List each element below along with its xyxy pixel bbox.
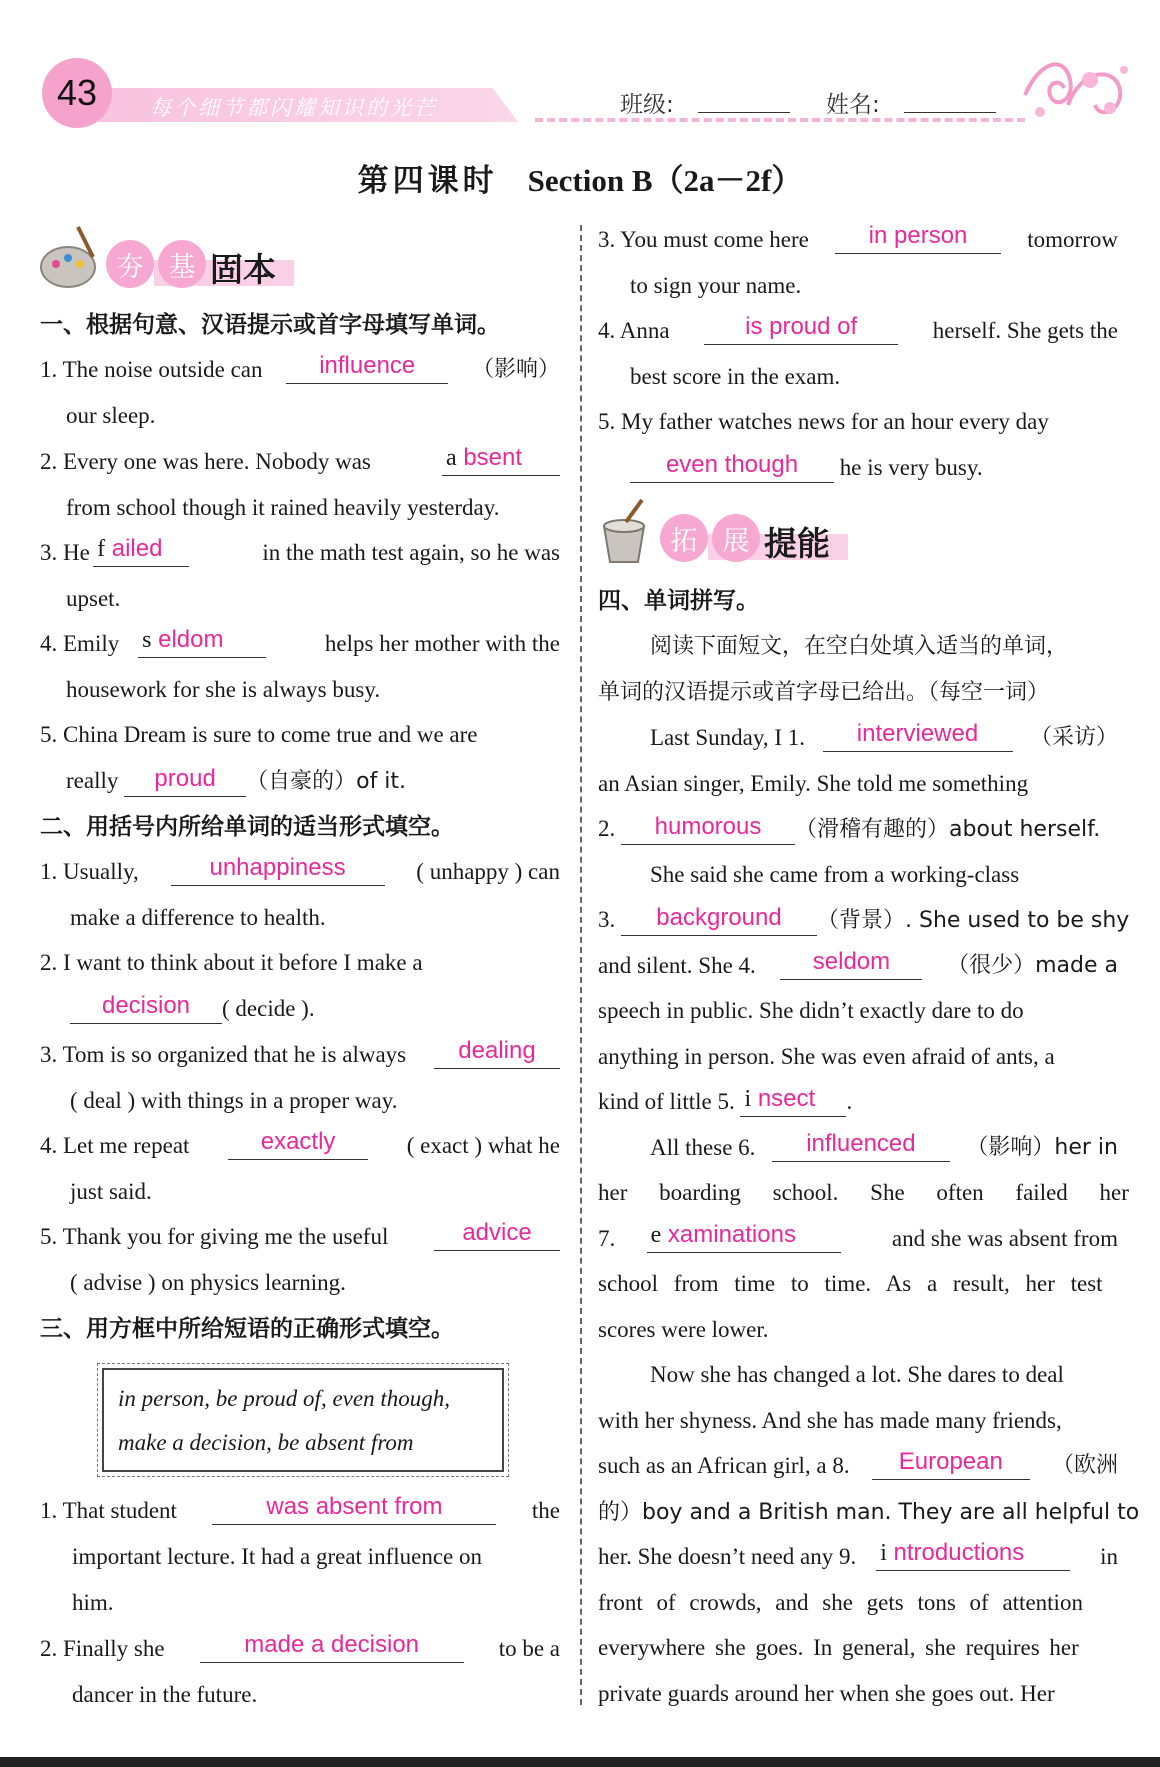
passage-line-13 xyxy=(598,1269,1118,1299)
p1-q2 xyxy=(40,444,560,477)
part4-intro-2: 单词的汉语提示或首字母已给出。（每空一词） xyxy=(598,680,1050,705)
p2-q5 xyxy=(40,1219,560,1252)
p2-q4-cont: just said. xyxy=(70,1179,152,1204)
p2-q1 xyxy=(40,854,560,887)
passage-line-3 xyxy=(598,814,1100,845)
passage-l20: front of crowds, and she gets tons of attention xyxy=(598,1590,1083,1615)
p3-q1-text: 1. That student xyxy=(40,1498,177,1523)
passage-line-7 xyxy=(598,996,1118,1026)
p2-q5-blank[interactable] xyxy=(434,1219,560,1251)
bottom-bar xyxy=(0,1757,1160,1767)
p1-q4-cont: housework for she is always busy. xyxy=(66,677,381,702)
p1-q5-hint: （自豪的）of it. xyxy=(246,769,407,794)
p2-q1-cont: make a difference to health. xyxy=(70,905,326,930)
passage-l15: Now she has changed a lot. She dares to deal xyxy=(650,1362,1064,1387)
p2-q3-text: 3. Tom is so organized that he is always xyxy=(40,1042,407,1067)
passage-l17a: such as an African girl, a 8. xyxy=(598,1453,850,1478)
header-dash-line xyxy=(535,118,1025,122)
passage-line-20 xyxy=(598,1588,1118,1618)
r-q5 xyxy=(598,407,1118,437)
p1-q5-answer: proud xyxy=(154,765,216,792)
passage-line-2 xyxy=(598,769,1118,799)
passage-l17b: （欧洲 xyxy=(1051,1453,1118,1478)
passage-line-21 xyxy=(598,1633,1118,1663)
p1-q2-cont: from school though it rained heavily yesterday. xyxy=(66,495,500,520)
passage-l2: an Asian singer, Emily. She told me something xyxy=(598,771,1029,796)
p3-q2-text: 2. Finally she xyxy=(40,1636,165,1661)
p2-q1-blank[interactable] xyxy=(171,854,385,886)
p2-q2-blank[interactable] xyxy=(70,992,222,1024)
r-q4-answer: is proud of xyxy=(745,313,858,340)
passage-l5b: （背景）. She used to be shy xyxy=(817,908,1130,933)
p3-q2-cont: dancer in the future. xyxy=(72,1682,258,1707)
passage-l13: school from time to time. As a result, her test xyxy=(598,1271,1103,1296)
r-q4-cont: best score in the exam. xyxy=(630,364,841,389)
answer-9 xyxy=(880,1538,1024,1568)
p2-q2-answer: decision xyxy=(101,992,191,1019)
blank-3[interactable] xyxy=(621,904,817,936)
answer-5 xyxy=(744,1084,815,1114)
blank-1[interactable] xyxy=(823,720,1013,752)
p3-q1-cont-text: important lecture. It had a great influence on xyxy=(72,1544,482,1569)
banner-right-char-1: 拓 xyxy=(660,514,708,562)
p1-q2-prefix: a xyxy=(446,445,457,471)
banner-title: 固本 xyxy=(210,250,276,289)
blank-4[interactable] xyxy=(780,948,922,980)
answer-6: influenced xyxy=(806,1130,916,1157)
r-q3 xyxy=(598,222,1118,255)
passage-l9a: kind of little 5. xyxy=(598,1089,735,1114)
passage-l1b: （采访） xyxy=(1029,725,1118,750)
passage-line-12 xyxy=(598,1221,1118,1254)
p1-q5-text2: really xyxy=(66,768,119,793)
p2-q4-text: 4. Let me repeat xyxy=(40,1133,190,1158)
p2-q5-text: 5. Thank you for giving me the useful xyxy=(40,1224,389,1249)
r-q5-blank[interactable] xyxy=(630,451,834,483)
p2-q2-cont xyxy=(70,994,315,1024)
p2-q3-cont: ( deal ) with things in a proper way. xyxy=(70,1088,398,1113)
p2-q3-answer: dealing xyxy=(458,1037,536,1064)
r-q3-blank[interactable] xyxy=(835,222,1001,254)
p3-q1-cont2: him. xyxy=(72,1590,114,1615)
p1-q5 xyxy=(40,720,560,750)
r-q3-text2: tomorrow xyxy=(1027,227,1118,252)
p1-q1-hint: （影响） xyxy=(471,357,560,382)
p1-q1-blank[interactable] xyxy=(286,352,448,384)
passage-line-19 xyxy=(598,1539,1118,1572)
passage-l6b: （很少）made a xyxy=(947,953,1118,978)
answer-2: humorous xyxy=(654,813,762,840)
p2-q5-answer: advice xyxy=(462,1219,532,1246)
class-label: 班级: xyxy=(620,92,674,118)
p3-q1-cont xyxy=(72,1542,560,1572)
p1-q3-prefix: f xyxy=(97,536,106,562)
banner-right-title: 提能 xyxy=(764,524,830,563)
p1-q2-answer-text: bsent xyxy=(463,444,523,471)
passage-l12a: 7. xyxy=(598,1226,616,1251)
p3-q2 xyxy=(40,1631,560,1664)
p1-q3-answer xyxy=(97,534,162,564)
p2-q1-hint: ( unhappy ) can xyxy=(416,859,560,884)
phrase-box-line-2: make a decision, be absent from xyxy=(118,1430,414,1455)
passage-line-8 xyxy=(598,1042,1118,1072)
p3-q2-answer: made a decision xyxy=(244,1631,420,1658)
passage-l19b: in xyxy=(1100,1544,1118,1569)
r-q5-text: 5. My father watches news for an hour every day xyxy=(598,409,1049,434)
passage-l8: anything in person. She was even afraid of ants, a xyxy=(598,1044,1055,1069)
p1-q4 xyxy=(40,626,560,659)
answer-3: background xyxy=(656,904,782,931)
passage-l3b: （滑稽有趣的）about herself. xyxy=(795,817,1101,842)
p1-q4-blank[interactable] xyxy=(138,626,266,658)
p2-q2 xyxy=(40,948,560,978)
p1-q1 xyxy=(40,352,560,385)
p2-q2-hint: ( decide ). xyxy=(222,996,315,1021)
answer-7 xyxy=(651,1220,796,1250)
answer-8: European xyxy=(898,1448,1003,1475)
p1-q2-blank[interactable] xyxy=(442,444,560,476)
p1-q5-text: 5. China Dream is sure to come true and we are xyxy=(40,722,478,747)
blank-9[interactable] xyxy=(876,1539,1070,1571)
blank-6[interactable] xyxy=(772,1130,950,1162)
passage-line-6 xyxy=(598,948,1118,981)
p1-q5-cont xyxy=(66,766,406,797)
palette-icon xyxy=(38,222,102,292)
passage-line-22 xyxy=(598,1679,1118,1709)
p1-q3-text2: in the math test again, so he was xyxy=(262,540,560,565)
passage-line-11 xyxy=(598,1178,1129,1208)
passage-l1a: Last Sunday, I 1. xyxy=(650,725,806,750)
p1-q3-answer-text: ailed xyxy=(111,535,163,562)
r-q4-text2: herself. She gets the xyxy=(932,318,1118,343)
r-q3-answer: in person xyxy=(868,222,968,249)
passage-l10a: All these 6. xyxy=(650,1135,756,1160)
p2-q4 xyxy=(40,1128,560,1161)
blank-2[interactable] xyxy=(621,813,795,845)
p2-q1-text: 1. Usually, xyxy=(40,859,139,884)
slogan: 每个细节都闪耀知识的光芒 xyxy=(150,96,438,120)
r-q5-text2: he is very busy. xyxy=(839,455,983,480)
section-banner-left xyxy=(106,238,296,290)
section-label: Section B（2a－2f） xyxy=(527,163,803,198)
passage-line-14: scores were lower. xyxy=(598,1317,769,1342)
blank-5[interactable] xyxy=(740,1085,846,1117)
answer-5-text: nsect xyxy=(757,1085,816,1112)
lesson-label: 第四课时 xyxy=(357,163,498,199)
phrase-box xyxy=(102,1368,504,1472)
p1-q4-answer-text: eldom xyxy=(158,626,224,653)
p1-q1-answer: influence xyxy=(319,352,416,379)
p2-q4-hint: ( exact ) what he xyxy=(406,1133,560,1158)
p1-q4-prefix: s xyxy=(142,627,152,653)
banner-right-char-2: 展 xyxy=(712,514,760,562)
r-q4-blank[interactable] xyxy=(704,313,898,345)
r-q3-cont: to sign your name. xyxy=(630,273,802,298)
passage-l19a: her. She doesn’t need any 9. xyxy=(598,1544,857,1569)
p2-q5-cont: ( advise ) on physics learning. xyxy=(70,1270,346,1295)
passage-l7: speech in public. She didn’t exactly dare to do xyxy=(598,998,1024,1023)
passage-line-16 xyxy=(598,1406,1118,1436)
passage-line-10 xyxy=(650,1130,1118,1163)
p2-q1-answer: unhappiness xyxy=(209,854,346,881)
p1-q1-cont: our sleep. xyxy=(66,403,156,428)
name-label: 姓名: xyxy=(826,92,880,118)
p3-q1 xyxy=(40,1493,560,1526)
p1-q4-answer xyxy=(142,625,223,655)
passage-line-18 xyxy=(598,1497,1140,1528)
passage-l4: She said she came from a working-class xyxy=(650,862,1020,887)
passage-l22: private guards around her when she goes out. Her xyxy=(598,1681,1055,1706)
passage-l16: with her shyness. And she has made many friends, xyxy=(598,1408,1062,1433)
r-q4-text: 4. Anna xyxy=(598,318,670,343)
passage-line-4 xyxy=(650,860,1118,890)
p2-q4-blank[interactable] xyxy=(228,1128,368,1160)
passage-line-9 xyxy=(598,1087,852,1117)
p1-q2-answer xyxy=(446,443,522,473)
part4-heading: 四、单词拼写。 xyxy=(598,588,759,614)
passage-l12b: and she was absent from xyxy=(891,1226,1118,1251)
floral-ornament-icon xyxy=(1020,50,1130,130)
p3-q2-blank[interactable] xyxy=(200,1631,464,1663)
banner-char-2: 基 xyxy=(158,240,206,288)
blank-7[interactable] xyxy=(647,1221,841,1253)
p1-q5-blank[interactable] xyxy=(124,765,246,797)
r-q5-answer: even though xyxy=(665,451,799,478)
p2-q4-answer: exactly xyxy=(260,1128,336,1155)
class-field[interactable] xyxy=(698,112,790,113)
passage-line-5 xyxy=(598,905,1129,936)
phrase-box-line-1: in person, be proud of, even though, xyxy=(118,1386,450,1411)
part3-heading: 三、用方框中所给短语的正确形式填空。 xyxy=(40,1316,454,1342)
part1-heading: 一、根据句意、汉语提示或首字母填写单词。 xyxy=(40,312,500,338)
passage-l5a: 3. xyxy=(598,907,616,932)
r-q5-cont xyxy=(630,453,983,483)
p2-q3 xyxy=(40,1037,560,1070)
p1-q3-cont: upset. xyxy=(66,586,121,611)
p1-q2-text: 2. Every one was here. Nobody was xyxy=(40,449,371,474)
banner-char-1: 夯 xyxy=(106,240,154,288)
p1-q3-blank[interactable] xyxy=(93,535,189,567)
answer-4: seldom xyxy=(812,948,891,975)
p3-q2-text2: to be a xyxy=(498,1636,560,1661)
p2-q3-blank[interactable] xyxy=(434,1037,560,1069)
prefix-9: i xyxy=(880,1540,887,1566)
passage-l21: everywhere she goes. In general, she requires her xyxy=(598,1635,1079,1660)
passage-l10b: （影响）her in xyxy=(966,1135,1118,1160)
passage-l9b: . xyxy=(846,1089,853,1114)
part2-heading: 二、用括号内所给单词的适当形式填空。 xyxy=(40,814,454,840)
passage-line-1 xyxy=(650,720,1118,753)
p3-q1-answer: was absent from xyxy=(266,1493,443,1520)
prefix-7: e xyxy=(650,1222,662,1248)
passage-line-17 xyxy=(598,1448,1118,1481)
p1-q4-text: 4. Emily xyxy=(40,631,120,656)
p1-q4-text2: helps her mother with the xyxy=(324,631,560,656)
p1-q3-text: 3. He xyxy=(40,540,90,565)
blank-8[interactable] xyxy=(872,1448,1030,1480)
passage-line-15 xyxy=(650,1360,1118,1390)
answer-1: interviewed xyxy=(856,720,979,747)
r-q3-text: 3. You must come here xyxy=(598,227,809,252)
section-banner-right xyxy=(660,512,850,564)
passage-l6a: and silent. She 4. xyxy=(598,953,756,978)
part4-intro-1: 阅读下面短文，在空白处填入适当的单词， xyxy=(650,634,1069,659)
p2-q2-text: 2. I want to think about it before I make a xyxy=(40,950,423,975)
passage-l18: 的）boy and a British man. They are all helpful to xyxy=(598,1500,1140,1525)
p3-q1-text2: the xyxy=(531,1498,560,1523)
column-divider xyxy=(580,225,582,1705)
page-number: 43 xyxy=(42,58,112,128)
answer-9-text: ntroductions xyxy=(893,1539,1025,1566)
passage-l3a: 2. xyxy=(598,816,616,841)
p1-q3 xyxy=(40,535,560,568)
passage-l11: her boarding school. She often failed her xyxy=(598,1180,1129,1205)
paint-bucket-icon xyxy=(596,498,652,568)
page-title xyxy=(0,155,1160,200)
prefix-5: i xyxy=(744,1086,752,1112)
p3-q1-blank[interactable] xyxy=(212,1493,496,1525)
answer-7-text: xaminations xyxy=(667,1221,796,1248)
r-q4 xyxy=(598,313,1118,346)
p1-q1-text: 1. The noise outside can xyxy=(40,357,263,382)
name-field[interactable] xyxy=(904,112,996,113)
